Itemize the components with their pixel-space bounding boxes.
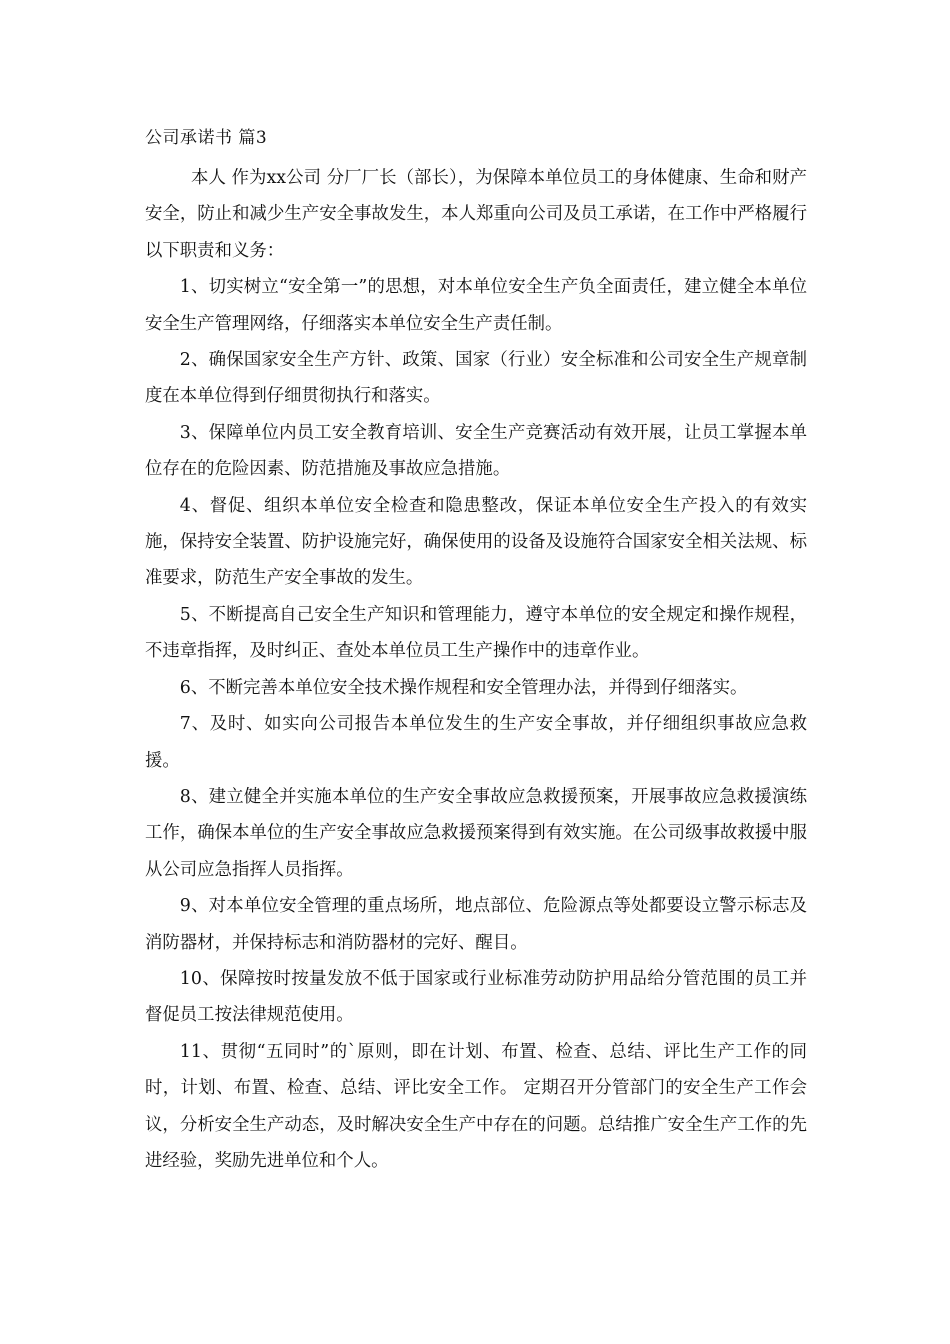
commitment-item-8: 8、建立健全并实施本单位的生产安全事故应急救援预案，开展事故应急救援演练工作，确保本单位的生产安全事故应急救援预案得到有效实施。在公司级事故救援中服从公司应急指挥人员指挥。 (145, 786, 807, 880)
commitment-item-7: 7、及时、如实向公司报告本单位发生的生产安全事故，并仔细组织事故应急救援。 (145, 714, 807, 771)
intro-paragraph: 本人 作为xx公司 分厂厂长（部长），为保障本单位员工的身体健康、生命和财产安全，防止和减少生产安全事故发生，本人郑重向公司及员工承诺，在工作中严格履行以下职责和义务： (145, 168, 807, 261)
commitment-item-3: 3、保障单位内员工安全教育培训、安全生产竞赛活动有效开展，让员工掌握本单位存在的危险因素、防范措施及事故应急措施。 (145, 422, 807, 480)
commitment-item-1: 1、切实树立“安全第一”的思想，对本单位安全生产负全面责任，建立健全本单位安全生产管理网络，仔细落实本单位安全生产责任制。 (145, 277, 807, 334)
commitment-item-4: 4、督促、组织本单位安全检查和隐患整改，保证本单位安全生产投入的有效实施，保持安全装置、防护设施完好，确保使用的设备及设施符合国家安全相关法规、标准要求，防范生产安全事故的发生。 (145, 495, 807, 589)
commitment-item-5: 5、不断提高自己安全生产知识和管理能力，遵守本单位的安全规定和操作规程，不违章指挥，及时纠正、查处本单位员工生产操作中的违章作业。 (145, 604, 807, 662)
commitment-item-6: 6、不断完善本单位安全技术操作规程和安全管理办法，并得到仔细落实。 (179, 677, 748, 698)
document-body (145, 160, 807, 1179)
commitment-item-2: 2、确保国家安全生产方针、政策、国家（行业）安全标准和公司安全生产规章制度在本单位得到仔细贯彻执行和落实。 (145, 350, 807, 407)
document-title: 公司承诺书 篇3 (145, 128, 268, 148)
commitment-item-10: 10、保障按时按量发放不低于国家或行业标准劳动防护用品给分管范围的员工并督促员工按法律规范使用。 (145, 968, 807, 1026)
commitment-item-11: 11、贯彻“五同时”的`原则，即在计划、布置、检查、总结、评比生产工作的同时，计划、布置、检查、总结、评比安全工作。 定期召开分管部门的安全生产工作会议，分析安全生产动态，及时解决安全生产中存在的问题。总结推广安全生产工作的先进经验，奖励先进单位和个人。 (145, 1041, 807, 1171)
commitment-item-9: 9、对本单位安全管理的重点场所，地点部位、危险源点等处都要设立警示标志及消防器材，并保持标志和消防器材的完好、醒目。 (145, 896, 807, 953)
